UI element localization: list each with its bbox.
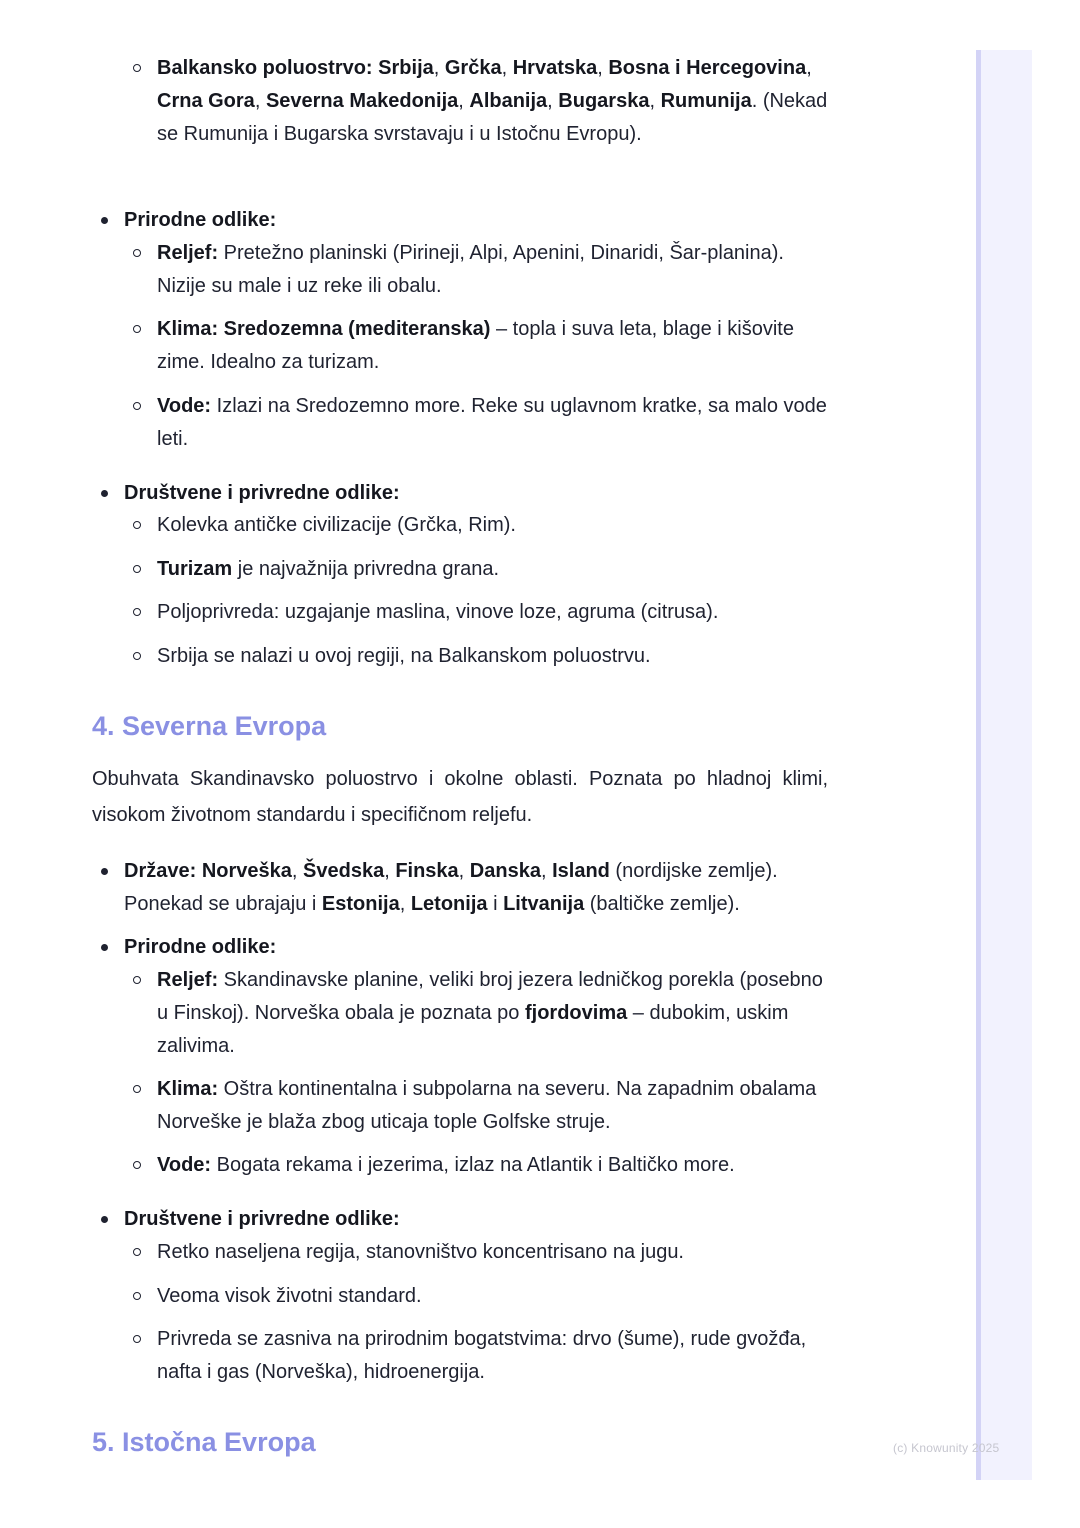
list-item-relief: [157, 964, 837, 1063]
list-item-balkan-countries: [157, 52, 837, 151]
country: Norveška: [201, 860, 292, 882]
list-item: [157, 596, 837, 629]
list-item-waters: [157, 1149, 837, 1182]
waters-text: Izlazi na Sredozemno more. Reke su uglavnom kratke, sa malo vode leti.: [157, 395, 827, 450]
country: Grčka: [444, 57, 502, 79]
balkan-note: . (Nekad se Rumunija i Bugarska svrstavaju i u Istočnu Evropu).: [157, 90, 828, 145]
relief-label: Reljef:: [157, 242, 219, 264]
social-label: Društvene i privredne odlike:: [124, 1208, 400, 1230]
list-item-text: Kolevka antičke civilizacije (Grčka, Rim).: [157, 514, 516, 536]
country: Letonija: [410, 893, 488, 915]
list-item-relief: [157, 237, 837, 303]
list-item-tourism: [157, 553, 837, 586]
country: Švedska: [303, 860, 385, 882]
list-item: [157, 1236, 837, 1269]
tourism-text: je najvažnija privredna grana.: [232, 558, 500, 580]
country: Srbija: [378, 57, 434, 79]
list-item-climate: [157, 313, 837, 379]
waters-label: Vode:: [157, 395, 212, 417]
social-label: Društvene i privredne odlike:: [124, 482, 400, 504]
natural-label: Prirodne odlike:: [124, 209, 277, 231]
waters-text: Bogata rekama i jezerima, izlaz na Atlantik i Baltičko more.: [211, 1154, 735, 1176]
section-intro: Obuhvata Skandinavsko poluostrvo i okolne oblasti. Poznata po hladnoj klimi, visokom životnom standardu i specifičnom reljefu.: [92, 768, 828, 826]
separator: ,: [649, 90, 661, 112]
relief-text: Pretežno planinski (Pirineji, Alpi, Apenini, Dinaridi, Šar-planina). Nizije su male i uz reke ili obalu.: [157, 242, 784, 297]
country: Bosna i Hercegovina: [608, 57, 807, 79]
list-item-text: Veoma visok životni standard.: [157, 1285, 422, 1307]
relief-label: Reljef:: [157, 969, 219, 991]
list-item-social-heading: [124, 1203, 844, 1236]
separator: ,: [458, 90, 470, 112]
country: Hrvatska: [512, 57, 598, 79]
country: Rumunija: [660, 90, 752, 112]
separator: ,: [458, 860, 470, 882]
country: Litvanija: [503, 893, 585, 915]
country: Finska: [395, 860, 459, 882]
list-item: [157, 640, 837, 673]
country: Bugarska: [558, 90, 650, 112]
list-item-text: Srbija se nalazi u ovoj regiji, na Balkanskom poluostrvu.: [157, 645, 651, 667]
country: Island: [552, 860, 610, 882]
climate-text: – topla i suva leta, blage i kišovite zime. Idealno za turizam.: [157, 318, 794, 373]
list-item-natural-heading: [124, 931, 844, 964]
list-item-states: [124, 855, 844, 921]
country: Estonija: [321, 893, 400, 915]
states-label: Države:: [124, 860, 197, 882]
baltic-note: (baltičke zemlje).: [584, 893, 740, 915]
watermark: (c) Knowunity 2025: [893, 1441, 1000, 1455]
fjords-term: fjordovima: [524, 1002, 628, 1024]
balkan-label: Balkansko poluostrvo:: [157, 57, 373, 79]
separator: ,: [547, 90, 559, 112]
list-item-waters: [157, 390, 837, 456]
natural-label: Prirodne odlike:: [124, 936, 277, 958]
section-heading-istocna-evropa: 5. Istočna Evropa: [92, 1427, 316, 1457]
conjunction: i: [487, 893, 504, 915]
separator: ,: [399, 893, 411, 915]
separator: ,: [540, 860, 553, 882]
nordic-note: (nordijske zemlje).: [609, 860, 778, 882]
waters-label: Vode:: [157, 1154, 212, 1176]
separator: ,: [291, 860, 304, 882]
country: Albanija: [469, 90, 548, 112]
climate-text: Oštra kontinentalna i subpolarna na severu. Na zapadnim obalama Norveške je blaža zbog uticaja tople Golfske struje.: [157, 1078, 817, 1133]
list-item: [157, 1280, 837, 1313]
separator: ,: [433, 57, 445, 79]
relief-text-end: – dubokim, uskim zalivima.: [157, 1002, 789, 1057]
list-item: [157, 1323, 837, 1389]
tourism-label: Turizam: [157, 558, 233, 580]
separator: ,: [806, 57, 812, 79]
separator: ,: [501, 57, 513, 79]
list-item-text: Retko naseljena regija, stanovništvo koncentrisano na jugu.: [157, 1241, 684, 1263]
climate-label: Klima: Sredozemna (mediteranska): [157, 318, 491, 340]
list-item-text: Poljoprivreda: uzgajanje maslina, vinove loze, agruma (citrusa).: [157, 601, 719, 623]
list-item-climate: [157, 1073, 837, 1139]
separator: ,: [384, 860, 396, 882]
country: Danska: [469, 860, 541, 882]
relief-text: Skandinavske planine, veliki broj jezera ledničkog porekla (posebno u Finskoj). Norveška obala je poznata po: [157, 969, 823, 1024]
section-heading-severna-evropa: 4. Severna Evropa: [92, 711, 327, 741]
list-item-natural-heading: [124, 204, 844, 237]
country: Crna Gora: [157, 90, 255, 112]
baltic-prefix: Ponekad se ubrajaju i: [124, 893, 322, 915]
list-item: [157, 509, 837, 542]
separator: ,: [254, 90, 266, 112]
separator: ,: [597, 57, 609, 79]
climate-label: Klima:: [157, 1078, 219, 1100]
country: Severna Makedonija: [265, 90, 459, 112]
right-sidebar: [976, 50, 1032, 1480]
list-item-text: Privreda se zasniva na prirodnim bogatstvima: drvo (šume), rude gvožđa, nafta i gas (Norveška), hidroenergija.: [157, 1328, 807, 1383]
list-item-social-heading: [124, 477, 844, 510]
